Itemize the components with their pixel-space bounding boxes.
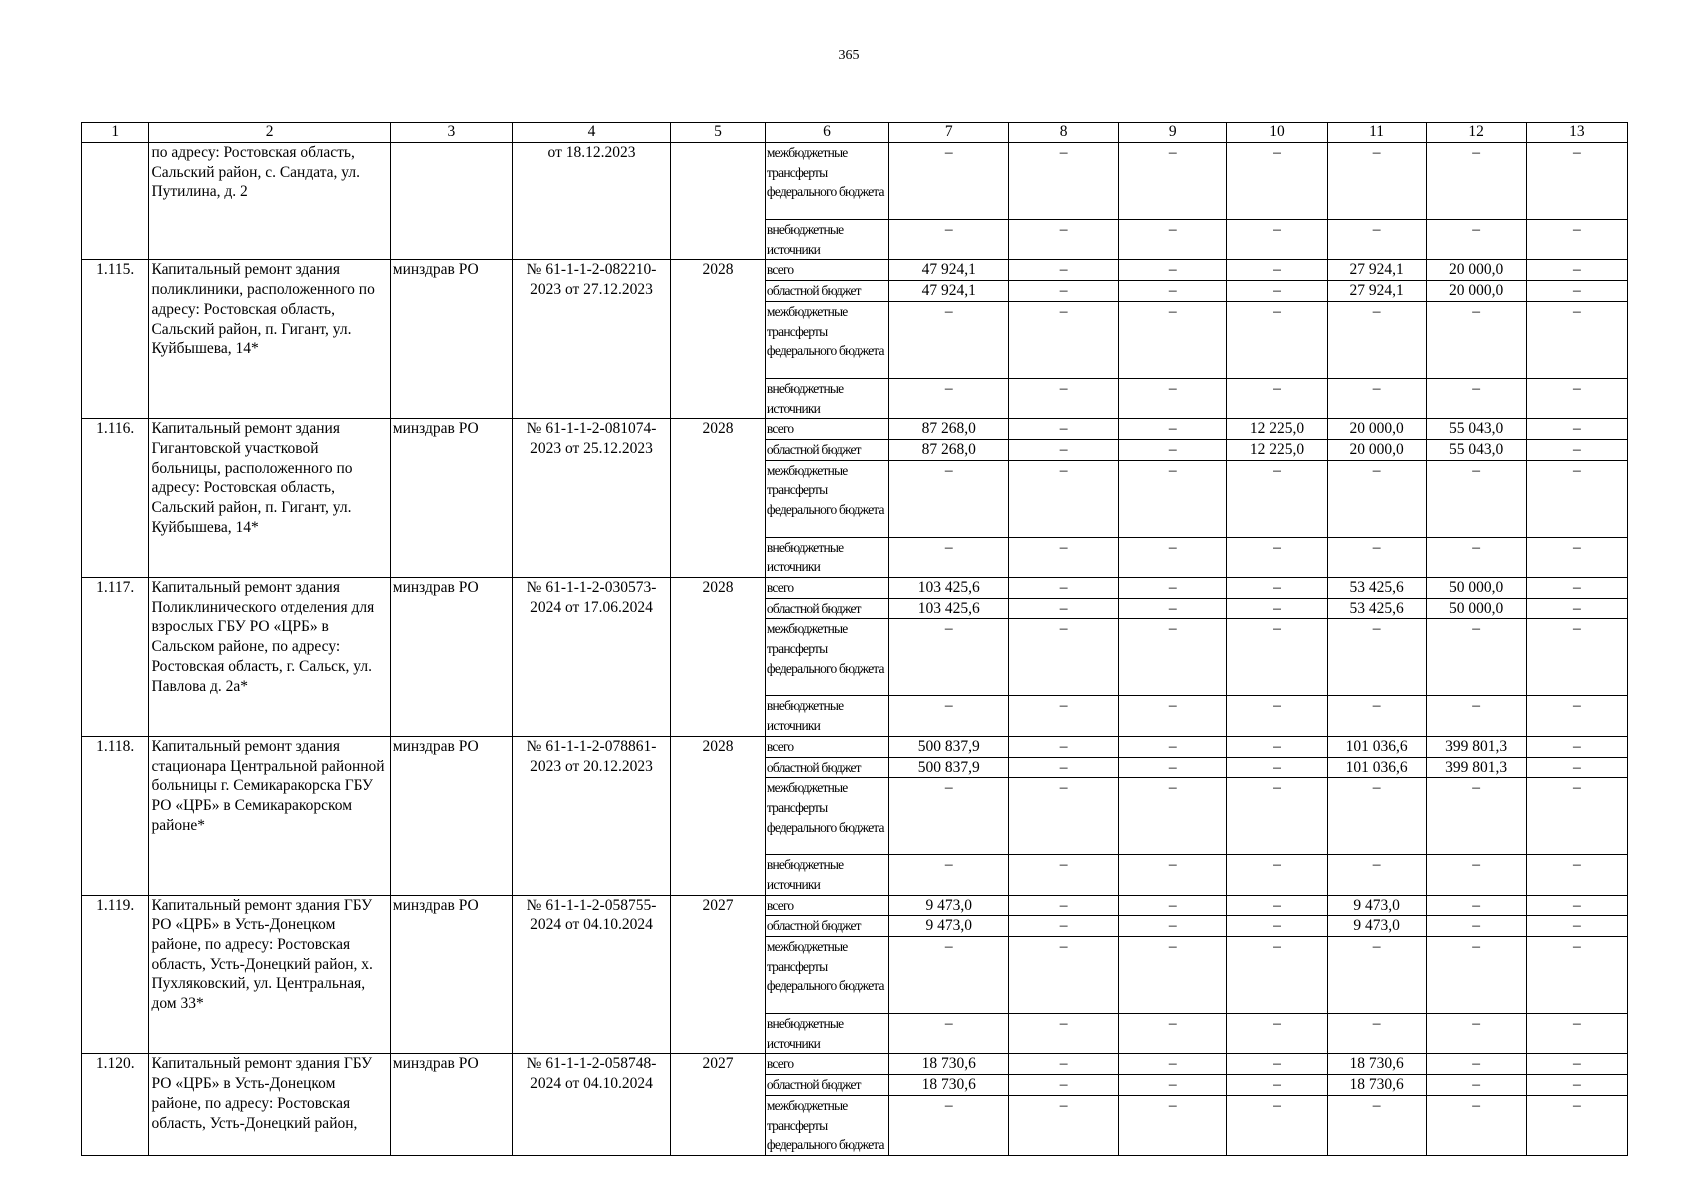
- cell-id: 1.116.: [82, 419, 149, 578]
- value-cell: 9 473,0: [1327, 895, 1426, 916]
- value-cell: –: [1118, 419, 1227, 440]
- value-cell: –: [1426, 537, 1526, 577]
- cell-doc: № 61-1-1-2-058755-2024 от 04.10.2024: [513, 895, 671, 1054]
- value-cell: –: [889, 378, 1009, 418]
- value-cell: 20 000,0: [1327, 419, 1426, 440]
- cell-id: 1.115.: [82, 260, 149, 419]
- value-cell: 399 801,3: [1426, 757, 1526, 778]
- value-cell: –: [1227, 378, 1327, 418]
- value-cell: 53 425,6: [1327, 578, 1426, 599]
- value-cell: –: [1118, 281, 1227, 302]
- value-cell: –: [1426, 460, 1526, 537]
- value-cell: –: [1227, 281, 1327, 302]
- value-cell: –: [1227, 1014, 1327, 1054]
- value-cell: –: [1227, 937, 1327, 1014]
- column-header-13: 13: [1526, 123, 1627, 143]
- value-cell: –: [1118, 143, 1227, 220]
- value-cell: –: [1227, 143, 1327, 220]
- row-label: межбюджетные трансферты федерального бюджета: [765, 301, 888, 378]
- cell-id: 1.120.: [82, 1054, 149, 1156]
- value-cell: –: [1327, 855, 1426, 895]
- value-cell: –: [1227, 460, 1327, 537]
- value-cell: –: [1118, 757, 1227, 778]
- column-header-5: 5: [671, 123, 766, 143]
- value-cell: –: [1009, 301, 1119, 378]
- value-cell: –: [1327, 460, 1426, 537]
- value-cell: 399 801,3: [1426, 736, 1526, 757]
- cell-org: минздрав РО: [390, 895, 512, 1054]
- value-cell: –: [889, 301, 1009, 378]
- value-cell: –: [1526, 439, 1627, 460]
- value-cell: –: [1118, 696, 1227, 736]
- cell-year: 2027: [671, 1054, 766, 1156]
- value-cell: 103 425,6: [889, 598, 1009, 619]
- value-cell: –: [1227, 916, 1327, 937]
- table-row: [82, 419, 1628, 440]
- value-cell: –: [1227, 537, 1327, 577]
- column-header-12: 12: [1426, 123, 1526, 143]
- value-cell: –: [1118, 855, 1227, 895]
- value-cell: –: [889, 696, 1009, 736]
- cell-year: 2028: [671, 260, 766, 419]
- value-cell: –: [1118, 378, 1227, 418]
- row-label: всего: [765, 1054, 888, 1075]
- cell-name: Капитальный ремонт здания Гигантовской участковой больницы, расположенного по адресу: Ростовская область, Сальский район, п. Гигант, ул. Куйбышева, 14*: [149, 419, 390, 578]
- value-cell: 50 000,0: [1426, 578, 1526, 599]
- value-cell: –: [1327, 301, 1426, 378]
- value-cell: –: [1118, 895, 1227, 916]
- cell-doc: № 61-1-1-2-082210-2023 от 27.12.2023: [513, 260, 671, 419]
- table-row: [82, 260, 1628, 281]
- cell-year: 2028: [671, 736, 766, 895]
- value-cell: –: [1526, 736, 1627, 757]
- cell-org: [390, 143, 512, 260]
- value-cell: –: [889, 1095, 1009, 1155]
- value-cell: –: [1227, 260, 1327, 281]
- table-row: [82, 736, 1628, 757]
- value-cell: –: [1118, 598, 1227, 619]
- value-cell: –: [1009, 220, 1119, 260]
- value-cell: –: [1009, 1014, 1119, 1054]
- table-body: [82, 123, 1628, 1156]
- value-cell: –: [1426, 696, 1526, 736]
- cell-id: 1.119.: [82, 895, 149, 1054]
- cell-id: 1.118.: [82, 736, 149, 895]
- row-label: областной бюджет: [765, 439, 888, 460]
- row-label: межбюджетные трансферты федерального бюджета: [765, 1095, 888, 1155]
- value-cell: –: [889, 778, 1009, 855]
- value-cell: –: [1227, 757, 1327, 778]
- row-label: внебюджетные источники: [765, 378, 888, 418]
- value-cell: –: [1526, 419, 1627, 440]
- value-cell: –: [1526, 220, 1627, 260]
- value-cell: 47 924,1: [889, 281, 1009, 302]
- column-header-1: 1: [82, 123, 149, 143]
- value-cell: –: [1426, 937, 1526, 1014]
- value-cell: 18 730,6: [1327, 1075, 1426, 1096]
- value-cell: –: [1009, 439, 1119, 460]
- value-cell: –: [1227, 855, 1327, 895]
- value-cell: –: [889, 220, 1009, 260]
- value-cell: –: [889, 460, 1009, 537]
- row-label: межбюджетные трансферты федерального бюджета: [765, 937, 888, 1014]
- value-cell: –: [1227, 301, 1327, 378]
- cell-name: Капитальный ремонт здания Поликлинического отделения для взрослых ГБУ РО «ЦРБ» в Сальском районе, по адресу: Ростовская область, г. Сальск, ул. Павлова д. 2а*: [149, 578, 390, 737]
- row-label: межбюджетные трансферты федерального бюджета: [765, 460, 888, 537]
- value-cell: –: [1227, 778, 1327, 855]
- value-cell: 20 000,0: [1426, 260, 1526, 281]
- value-cell: –: [1118, 220, 1227, 260]
- value-cell: 9 473,0: [889, 895, 1009, 916]
- value-cell: –: [1118, 260, 1227, 281]
- table-row: [82, 143, 1628, 220]
- value-cell: –: [1526, 578, 1627, 599]
- value-cell: 47 924,1: [889, 260, 1009, 281]
- cell-org: минздрав РО: [390, 1054, 512, 1156]
- value-cell: –: [889, 1014, 1009, 1054]
- value-cell: 87 268,0: [889, 419, 1009, 440]
- cell-doc: № 61-1-1-2-058748-2024 от 04.10.2024: [513, 1054, 671, 1156]
- value-cell: –: [1426, 1095, 1526, 1155]
- cell-doc: № 61-1-1-2-081074-2023 от 25.12.2023: [513, 419, 671, 578]
- table-row: [82, 895, 1628, 916]
- cell-id: 1.117.: [82, 578, 149, 737]
- cell-org: минздрав РО: [390, 736, 512, 895]
- value-cell: –: [889, 537, 1009, 577]
- value-cell: –: [1227, 1054, 1327, 1075]
- value-cell: 101 036,6: [1327, 736, 1426, 757]
- value-cell: –: [1426, 220, 1526, 260]
- value-cell: –: [1426, 378, 1526, 418]
- value-cell: –: [1426, 916, 1526, 937]
- value-cell: 12 225,0: [1227, 419, 1327, 440]
- cell-org: минздрав РО: [390, 260, 512, 419]
- value-cell: –: [1009, 260, 1119, 281]
- column-header-3: 3: [390, 123, 512, 143]
- cell-doc: от 18.12.2023: [513, 143, 671, 260]
- value-cell: –: [1526, 855, 1627, 895]
- value-cell: –: [1118, 301, 1227, 378]
- cell-doc: № 61-1-1-2-030573-2024 от 17.06.2024: [513, 578, 671, 737]
- value-cell: –: [1118, 460, 1227, 537]
- value-cell: –: [1327, 1095, 1426, 1155]
- value-cell: 500 837,9: [889, 736, 1009, 757]
- cell-id: [82, 143, 149, 260]
- value-cell: –: [1009, 895, 1119, 916]
- value-cell: –: [889, 855, 1009, 895]
- value-cell: –: [1327, 220, 1426, 260]
- value-cell: –: [1009, 1054, 1119, 1075]
- value-cell: 12 225,0: [1227, 439, 1327, 460]
- value-cell: –: [1526, 696, 1627, 736]
- row-label: всего: [765, 419, 888, 440]
- row-label: внебюджетные источники: [765, 696, 888, 736]
- value-cell: –: [1526, 301, 1627, 378]
- value-cell: –: [1009, 937, 1119, 1014]
- value-cell: –: [1118, 1075, 1227, 1096]
- value-cell: –: [1118, 1014, 1227, 1054]
- page-number: 365: [838, 48, 860, 63]
- value-cell: –: [1227, 1075, 1327, 1096]
- value-cell: –: [1009, 419, 1119, 440]
- value-cell: –: [1327, 143, 1426, 220]
- cell-year: 2027: [671, 895, 766, 1054]
- value-cell: –: [889, 619, 1009, 696]
- row-label: всего: [765, 736, 888, 757]
- value-cell: –: [1009, 460, 1119, 537]
- value-cell: –: [1009, 855, 1119, 895]
- value-cell: 27 924,1: [1327, 281, 1426, 302]
- value-cell: –: [1426, 1014, 1526, 1054]
- column-header-8: 8: [1009, 123, 1119, 143]
- value-cell: –: [1526, 778, 1627, 855]
- cell-year: 2028: [671, 419, 766, 578]
- row-label: внебюджетные источники: [765, 855, 888, 895]
- value-cell: –: [1009, 696, 1119, 736]
- value-cell: –: [1526, 619, 1627, 696]
- value-cell: –: [1327, 696, 1426, 736]
- value-cell: –: [1426, 1075, 1526, 1096]
- value-cell: 9 473,0: [889, 916, 1009, 937]
- value-cell: –: [1009, 537, 1119, 577]
- value-cell: –: [1327, 937, 1426, 1014]
- column-header-2: 2: [149, 123, 390, 143]
- value-cell: 103 425,6: [889, 578, 1009, 599]
- value-cell: 27 924,1: [1327, 260, 1426, 281]
- value-cell: –: [1227, 598, 1327, 619]
- value-cell: 20 000,0: [1426, 281, 1526, 302]
- value-cell: –: [889, 937, 1009, 1014]
- row-label: внебюджетные источники: [765, 1014, 888, 1054]
- value-cell: –: [1009, 916, 1119, 937]
- value-cell: –: [1327, 778, 1426, 855]
- value-cell: 18 730,6: [889, 1054, 1009, 1075]
- value-cell: –: [1118, 937, 1227, 1014]
- value-cell: –: [1227, 1095, 1327, 1155]
- value-cell: –: [1009, 598, 1119, 619]
- value-cell: 55 043,0: [1426, 439, 1526, 460]
- value-cell: –: [1009, 281, 1119, 302]
- value-cell: –: [1426, 1054, 1526, 1075]
- value-cell: 87 268,0: [889, 439, 1009, 460]
- value-cell: –: [1426, 619, 1526, 696]
- value-cell: 20 000,0: [1327, 439, 1426, 460]
- value-cell: –: [1009, 757, 1119, 778]
- cell-org: минздрав РО: [390, 419, 512, 578]
- value-cell: –: [1426, 301, 1526, 378]
- value-cell: –: [1118, 1095, 1227, 1155]
- cell-doc: № 61-1-1-2-078861-2023 от 20.12.2023: [513, 736, 671, 895]
- value-cell: –: [1118, 778, 1227, 855]
- row-label: областной бюджет: [765, 916, 888, 937]
- cell-name: Капитальный ремонт здания ГБУ РО «ЦРБ» в Усть-Донецком районе, по адресу: Ростовская область, Усть-Донецкий район,: [149, 1054, 390, 1156]
- cell-name: Капитальный ремонт здания ГБУ РО «ЦРБ» в Усть-Донецком районе, по адресу: Ростовская область, Усть-Донецкий район, х. Пухляковский, ул. Центральная, дом 33*: [149, 895, 390, 1054]
- value-cell: –: [1009, 1075, 1119, 1096]
- value-cell: –: [1227, 736, 1327, 757]
- row-label: областной бюджет: [765, 757, 888, 778]
- column-header-7: 7: [889, 123, 1009, 143]
- value-cell: –: [1526, 378, 1627, 418]
- table-row: [82, 578, 1628, 599]
- cell-year: [671, 143, 766, 260]
- value-cell: –: [1526, 1014, 1627, 1054]
- value-cell: –: [1526, 598, 1627, 619]
- column-header-9: 9: [1118, 123, 1227, 143]
- value-cell: –: [1227, 619, 1327, 696]
- value-cell: –: [1227, 220, 1327, 260]
- value-cell: –: [1426, 895, 1526, 916]
- value-cell: –: [1118, 619, 1227, 696]
- column-header-11: 11: [1327, 123, 1426, 143]
- cell-name: Капитальный ремонт здания поликлиники, расположенного по адресу: Ростовская область, Сальский район, п. Гигант, ул. Куйбышева, 14*: [149, 260, 390, 419]
- value-cell: –: [1009, 143, 1119, 220]
- value-cell: 9 473,0: [1327, 916, 1426, 937]
- value-cell: 50 000,0: [1426, 598, 1526, 619]
- budget-table: [81, 122, 1628, 1156]
- value-cell: –: [1526, 757, 1627, 778]
- value-cell: –: [1009, 736, 1119, 757]
- table-row: [82, 1054, 1628, 1075]
- value-cell: –: [1526, 937, 1627, 1014]
- value-cell: –: [1426, 855, 1526, 895]
- value-cell: –: [1526, 260, 1627, 281]
- row-label: областной бюджет: [765, 598, 888, 619]
- value-cell: –: [1327, 1014, 1426, 1054]
- value-cell: –: [1118, 736, 1227, 757]
- value-cell: –: [1009, 578, 1119, 599]
- row-label: областной бюджет: [765, 281, 888, 302]
- cell-name: по адресу: Ростовская область, Сальский район, с. Сандата, ул. Путилина, д. 2: [149, 143, 390, 260]
- value-cell: –: [1009, 619, 1119, 696]
- row-label: межбюджетные трансферты федерального бюджета: [765, 143, 888, 220]
- value-cell: –: [1526, 143, 1627, 220]
- row-label: всего: [765, 260, 888, 281]
- value-cell: 18 730,6: [889, 1075, 1009, 1096]
- value-cell: –: [1118, 439, 1227, 460]
- row-label: межбюджетные трансферты федерального бюджета: [765, 619, 888, 696]
- row-label: всего: [765, 578, 888, 599]
- value-cell: –: [1118, 916, 1227, 937]
- value-cell: –: [1009, 1095, 1119, 1155]
- value-cell: –: [1327, 378, 1426, 418]
- cell-year: 2028: [671, 578, 766, 737]
- value-cell: –: [1526, 537, 1627, 577]
- row-label: областной бюджет: [765, 1075, 888, 1096]
- value-cell: –: [1227, 895, 1327, 916]
- row-label: внебюджетные источники: [765, 537, 888, 577]
- value-cell: –: [889, 143, 1009, 220]
- value-cell: –: [1009, 778, 1119, 855]
- value-cell: 18 730,6: [1327, 1054, 1426, 1075]
- value-cell: –: [1526, 895, 1627, 916]
- value-cell: 53 425,6: [1327, 598, 1426, 619]
- row-label: межбюджетные трансферты федерального бюджета: [765, 778, 888, 855]
- value-cell: –: [1118, 537, 1227, 577]
- column-header-10: 10: [1227, 123, 1327, 143]
- value-cell: –: [1118, 1054, 1227, 1075]
- value-cell: –: [1118, 578, 1227, 599]
- value-cell: –: [1227, 578, 1327, 599]
- cell-name: Капитальный ремонт здания стационара Центральной районной больницы г. Семикаракорска ГБУ РО «ЦРБ» в Семикаракорском районе*: [149, 736, 390, 895]
- value-cell: –: [1327, 537, 1426, 577]
- value-cell: –: [1426, 778, 1526, 855]
- value-cell: –: [1526, 460, 1627, 537]
- value-cell: –: [1227, 696, 1327, 736]
- column-header-4: 4: [513, 123, 671, 143]
- value-cell: –: [1526, 1075, 1627, 1096]
- value-cell: –: [1009, 378, 1119, 418]
- cell-org: минздрав РО: [390, 578, 512, 737]
- value-cell: –: [1526, 1095, 1627, 1155]
- row-label: всего: [765, 895, 888, 916]
- value-cell: –: [1426, 143, 1526, 220]
- value-cell: 55 043,0: [1426, 419, 1526, 440]
- value-cell: –: [1526, 281, 1627, 302]
- value-cell: 500 837,9: [889, 757, 1009, 778]
- header-row: [82, 123, 1628, 143]
- value-cell: –: [1526, 916, 1627, 937]
- value-cell: 101 036,6: [1327, 757, 1426, 778]
- row-label: внебюджетные источники: [765, 220, 888, 260]
- column-header-6: 6: [765, 123, 888, 143]
- value-cell: –: [1526, 1054, 1627, 1075]
- value-cell: –: [1327, 619, 1426, 696]
